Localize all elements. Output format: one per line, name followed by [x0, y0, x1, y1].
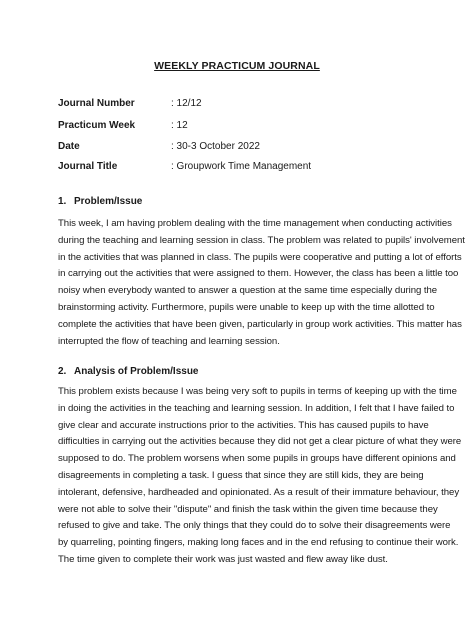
- meta-value: : 12: [171, 120, 188, 131]
- paragraph-line: supposed to do. The problem worsens when some pupils in groups have different opinions and: [58, 453, 456, 465]
- section-body-analysis: [58, 384, 462, 569]
- meta-value: : 12/12: [171, 98, 202, 109]
- paragraph-line: during the teaching and learning session in class. The problem was related to pupils' involvement: [58, 234, 465, 246]
- document-title: WEEKLY PRACTICUM JOURNAL: [154, 60, 320, 72]
- paragraph-line: complete the activities that have been given, particularly in group work activities. This matter has: [58, 318, 462, 330]
- paragraph-line: disagreements in completing a task. I guess that since they are still kids, they are being: [58, 469, 424, 481]
- paragraph-line: brainstorming activity. Furthermore, pupils were unable to keep up with the time allotted to: [58, 301, 435, 313]
- paragraph-line: The time given to complete their work was just wasted and flew away like dust.: [58, 553, 388, 565]
- paragraph-line: refused to give and take. The only things that they could do to solve their disagreements were: [58, 520, 451, 532]
- paragraph-line: interrupted the flow of teaching and learning session.: [58, 335, 280, 347]
- paragraph-line: in doing the activities in the teaching and learning session. In addition, I felt that I have failed to: [58, 402, 455, 414]
- section-body-problem: [58, 216, 465, 350]
- meta-label: Practicum Week: [58, 120, 136, 131]
- paragraph-line: intolerant, defensive, hardheaded and opinionated. As a result of their immature behaviour, they: [58, 486, 460, 498]
- paragraph-line: were not able to solve their "dispute" and finish the task within the given time because they: [58, 503, 438, 515]
- paragraph-line: by quarreling, pointing fingers, making long faces and in the end refusing to continue their work.: [58, 537, 459, 549]
- meta-value: : Groupwork Time Management: [171, 161, 312, 172]
- meta-value: : 30-3 October 2022: [171, 141, 260, 152]
- section-title: Analysis of Problem/Issue: [74, 366, 199, 377]
- paragraph-line: This problem exists because I was being very soft to pupils in terms of keeping up with the time: [58, 386, 457, 397]
- meta-label: Date: [58, 141, 80, 152]
- section-heading-analysis: [58, 366, 199, 377]
- section-heading-problem: [58, 196, 142, 207]
- paragraph-line: in the activities that was planned in class. The pupils were cooperative and putting a lot of efforts: [58, 251, 462, 263]
- paragraph-line: difficulties in carrying out the activities because they did not get a clear picture of what they were: [58, 436, 462, 448]
- section-number: 2.: [58, 366, 67, 377]
- paragraph-line: in carrying out the activities that were assigned to them. However, the class has been a little too: [58, 268, 459, 280]
- paragraph-line: give clear and accurate instructions prior to the activities. This has caused pupils to have: [58, 419, 429, 431]
- paragraph-line: This week, I am having problem dealing with the time management when conducting activities: [58, 218, 452, 229]
- meta-label: Journal Title: [58, 161, 118, 172]
- section-number: 1.: [58, 196, 67, 207]
- section-title: Problem/Issue: [74, 196, 143, 207]
- meta-label: Journal Number: [58, 98, 135, 109]
- paragraph-line: noisy when everybody wanted to answer a question at the same time especially during the: [58, 285, 438, 297]
